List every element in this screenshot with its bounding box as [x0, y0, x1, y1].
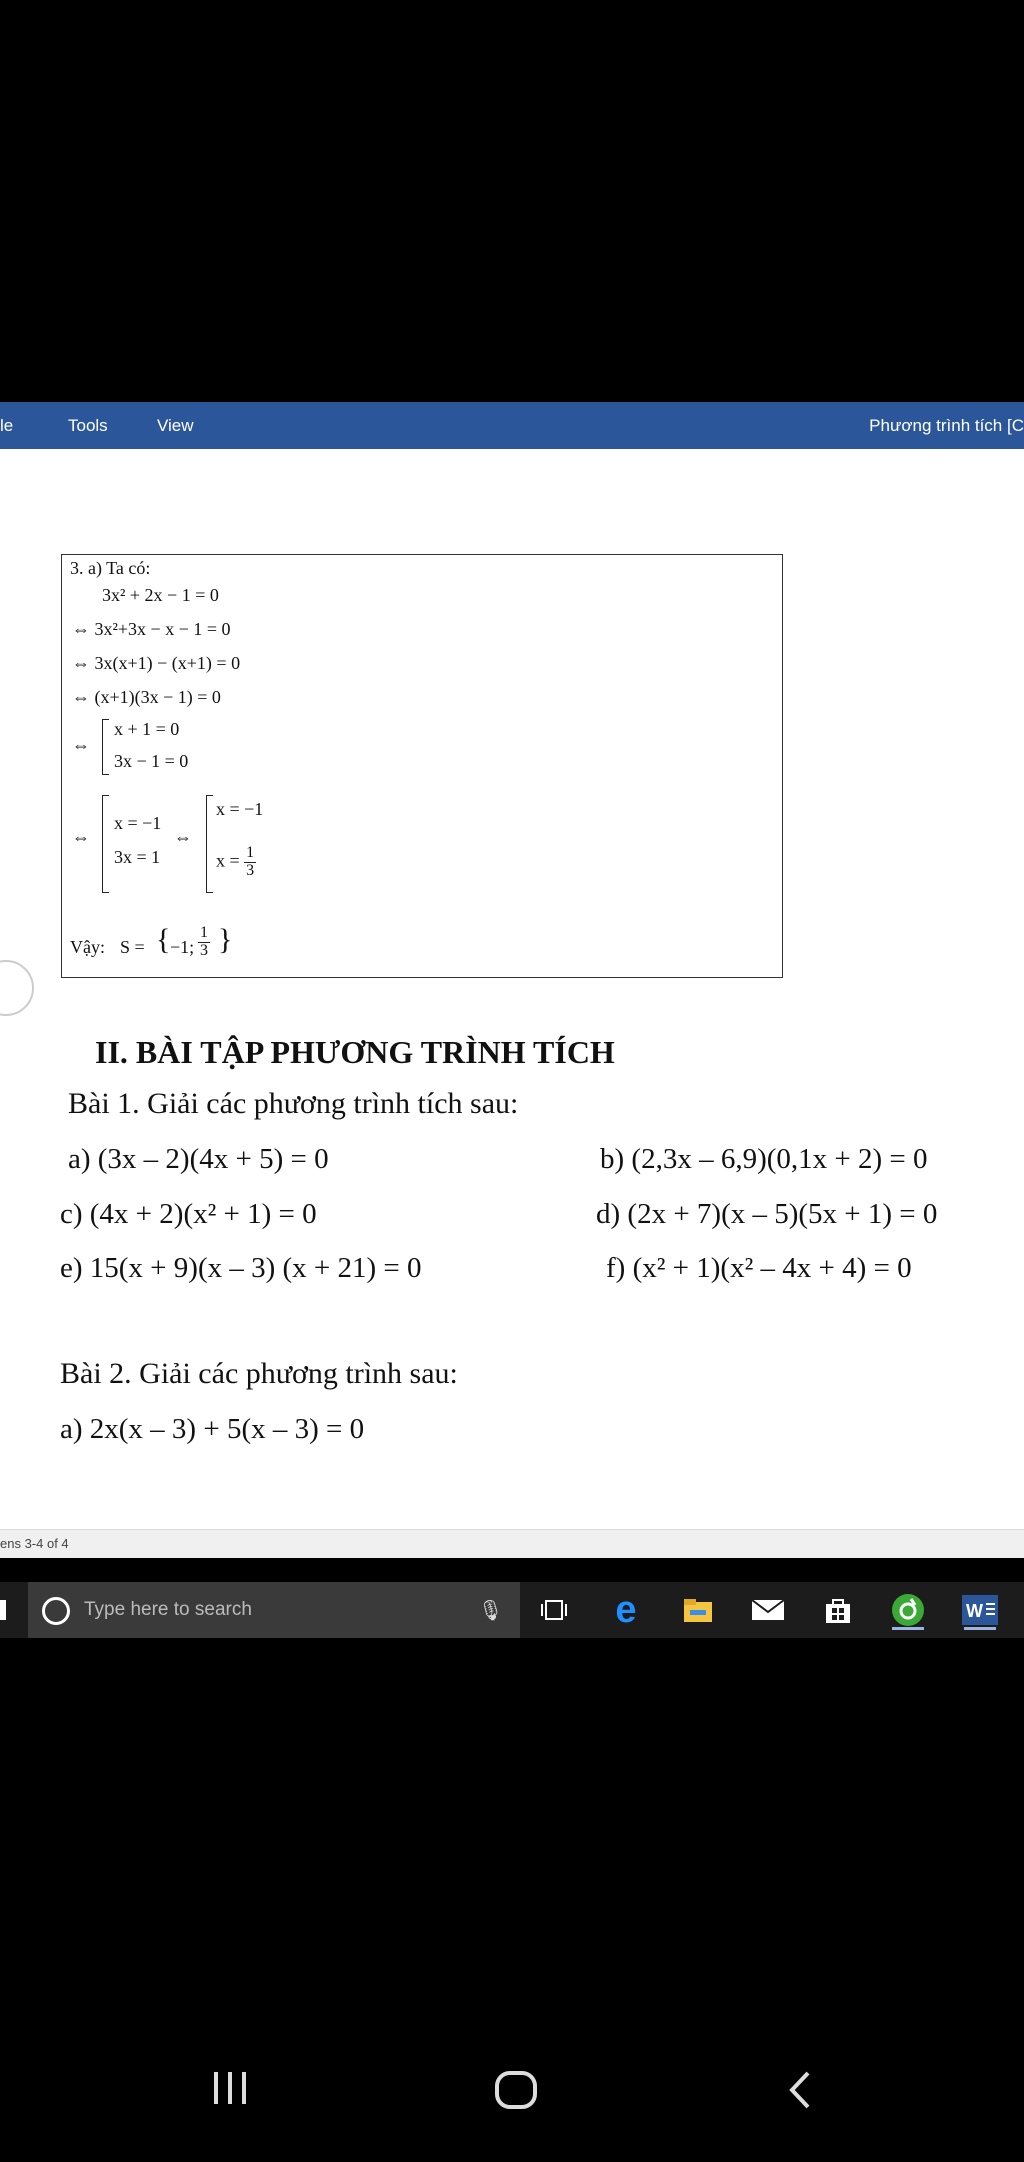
- system1-eq2: 3x − 1 = 0: [114, 751, 189, 771]
- file-explorer-icon[interactable]: [678, 1590, 718, 1630]
- fraction-one-third: [244, 845, 256, 880]
- conclusion-set-fraction: [198, 925, 210, 960]
- exercise2-title: Bài 2. Giải các phương trình sau:: [60, 1357, 458, 1390]
- equiv-sign: ⇔: [72, 735, 90, 755]
- system2b-eq1: x = −1: [216, 799, 264, 819]
- solution-box: [61, 554, 783, 978]
- page-count: ens 3-4 of 4: [0, 1536, 69, 1551]
- system2b-eq2-lhs: x =: [216, 850, 240, 871]
- exercise1-title: Bài 1. Giải các phương trình tích sau:: [68, 1087, 519, 1120]
- active-indicator: [892, 1627, 924, 1630]
- equiv-sign: ⇔: [174, 827, 192, 847]
- start-button-edge[interactable]: [0, 1600, 6, 1620]
- menu-file[interactable]: le: [0, 416, 14, 435]
- word-icon[interactable]: [960, 1590, 1000, 1630]
- screen: [0, 402, 1024, 1638]
- back-icon[interactable]: [786, 2070, 816, 2115]
- edge-icon[interactable]: e: [615, 1589, 637, 1631]
- brace-close: }: [218, 923, 233, 956]
- green-app-icon[interactable]: [888, 1590, 928, 1630]
- active-indicator: [964, 1627, 996, 1630]
- solution-line: 3x² + 2x − 1 = 0: [102, 585, 219, 605]
- mail-icon[interactable]: [748, 1590, 788, 1630]
- menu-view[interactable]: View: [157, 416, 194, 435]
- conclusion-set-first: −1;: [170, 937, 195, 957]
- exercise1-item-b: b) (2,3x – 6,9)(0,1x + 2) = 0: [600, 1143, 928, 1175]
- bracket: [102, 719, 109, 775]
- exercise1-item-f: f) (x² + 1)(x² – 4x + 4) = 0: [606, 1252, 912, 1284]
- brace-open: {: [156, 923, 171, 956]
- cortana-icon[interactable]: [42, 1597, 70, 1625]
- bracket: [206, 795, 213, 893]
- bracket: [102, 795, 109, 893]
- exercise1-item-c: c) (4x + 2)(x² + 1) = 0: [60, 1198, 317, 1230]
- fraction-numerator: 1: [200, 924, 208, 941]
- search-box[interactable]: [28, 1582, 520, 1638]
- equiv-sign: ⇔: [72, 827, 90, 847]
- conclusion-label: Vậy:: [70, 937, 105, 957]
- exercise2-item-a: a) 2x(x – 3) + 5(x – 3) = 0: [60, 1413, 365, 1445]
- solution-line: ⇔ 3x(x+1) − (x+1) = 0: [72, 653, 241, 673]
- search-placeholder: Type here to search: [84, 1599, 252, 1620]
- statusbar: [0, 1529, 1024, 1558]
- task-view-icon[interactable]: [534, 1590, 574, 1630]
- exercise1-item-e: e) 15(x + 9)(x – 3) (x + 21) = 0: [60, 1252, 422, 1284]
- exercise1-item-d: d) (2x + 7)(x – 5)(5x + 1) = 0: [596, 1198, 938, 1230]
- fraction-denominator: 3: [246, 861, 255, 879]
- fraction-one-third: [198, 925, 210, 960]
- home-icon[interactable]: [494, 2070, 538, 2115]
- microphone-icon[interactable]: 🎙: [478, 1600, 504, 1622]
- system2a-eq1: x = −1: [114, 813, 162, 833]
- recent-apps-icon[interactable]: [210, 2070, 250, 2111]
- store-icon[interactable]: [818, 1590, 858, 1630]
- svg-text:W: W: [966, 1601, 983, 1621]
- solution-line: ⇔ (x+1)(3x − 1) = 0: [72, 687, 221, 707]
- fraction-numerator: 1: [246, 844, 255, 861]
- solution-line: ⇔ 3x²+3x − x − 1 = 0: [72, 619, 231, 639]
- system2b-eq2: [216, 845, 256, 880]
- solution-heading: 3. a) Ta có:: [70, 558, 151, 578]
- menubar: [0, 402, 1024, 449]
- document-title: Phương trình tích [C: [869, 416, 1024, 435]
- system2a-eq2: 3x = 1: [114, 847, 161, 867]
- conclusion-set-lhs: S =: [120, 937, 145, 957]
- menu-tools[interactable]: Tools: [68, 416, 108, 435]
- section-heading: II. BÀI TẬP PHƯƠNG TRÌNH TÍCH: [95, 1034, 615, 1070]
- exercise1-item-a: a) (3x – 2)(4x + 5) = 0: [68, 1143, 329, 1175]
- system1-eq1: x + 1 = 0: [114, 719, 180, 739]
- taskbar: [0, 1582, 1024, 1638]
- fraction-denominator: 3: [200, 941, 208, 959]
- document-page: [0, 449, 1024, 1529]
